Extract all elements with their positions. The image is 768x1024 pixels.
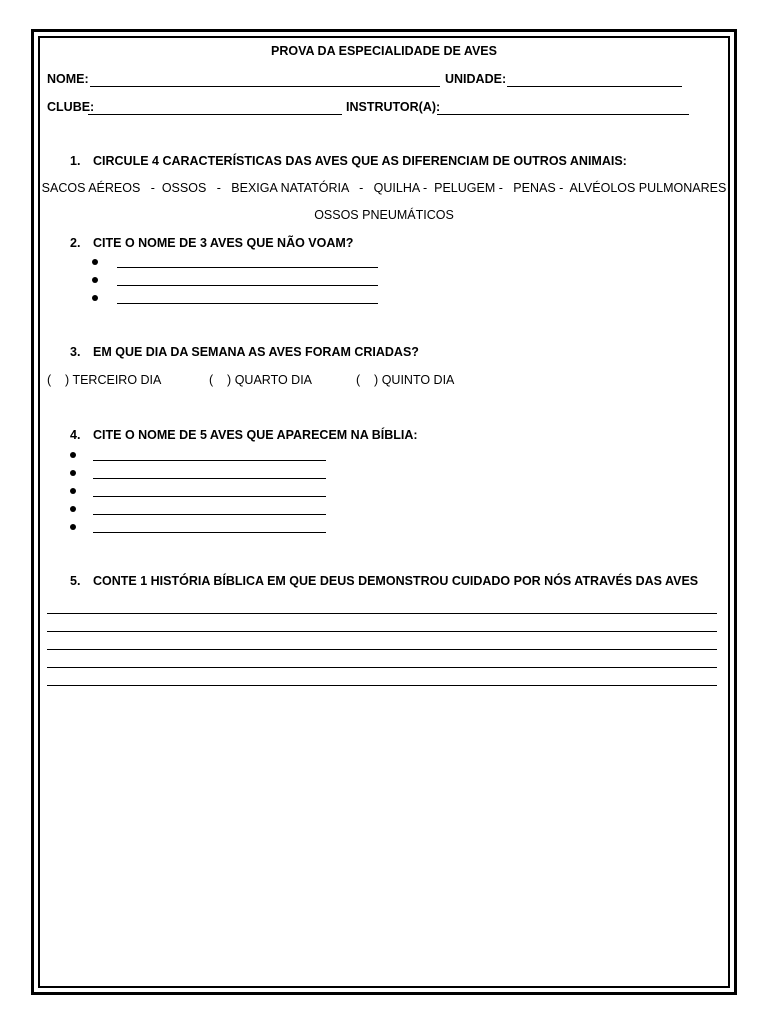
q4-text: CITE O NOME DE 5 AVES QUE APARECEM NA BÍBLIA: xyxy=(93,428,418,442)
q4-answer-line[interactable] xyxy=(93,496,326,497)
bullet-icon xyxy=(70,524,76,530)
unidade-field[interactable] xyxy=(507,86,682,87)
bullet-icon xyxy=(70,470,76,476)
q5-answer-line[interactable] xyxy=(47,649,717,650)
q1-options-line2[interactable]: OSSOS PNEUMÁTICOS xyxy=(314,208,454,222)
q4-answer-line[interactable] xyxy=(93,460,326,461)
bullet-icon xyxy=(70,452,76,458)
q2-answer-line[interactable] xyxy=(117,285,378,286)
q5-answer-line[interactable] xyxy=(47,685,717,686)
q3-text: EM QUE DIA DA SEMANA AS AVES FORAM CRIADAS? xyxy=(93,345,419,359)
q4-answer-line[interactable] xyxy=(93,514,326,515)
nome-field[interactable] xyxy=(90,86,440,87)
q3-option-terceiro[interactable]: ( ) TERCEIRO DIA xyxy=(47,373,162,387)
bullet-icon xyxy=(92,277,98,283)
instrutor-label: INSTRUTOR(A): xyxy=(346,100,441,114)
q3-number: 3. xyxy=(70,345,81,359)
bullet-icon xyxy=(70,488,76,494)
q4-answer-line[interactable] xyxy=(93,478,326,479)
q2-answer-line[interactable] xyxy=(117,303,378,304)
q1-text: CIRCULE 4 CARACTERÍSTICAS DAS AVES QUE AS DIFERENCIAM DE OUTROS ANIMAIS: xyxy=(93,154,627,168)
q5-answer-line[interactable] xyxy=(47,631,717,632)
nome-label: NOME: xyxy=(47,72,89,86)
q3-option-quinto[interactable]: ( ) QUINTO DIA xyxy=(356,373,455,387)
bullet-icon xyxy=(70,506,76,512)
q5-answer-line[interactable] xyxy=(47,667,717,668)
q1-options-line1[interactable]: SACOS AÉREOS - OSSOS - BEXIGA NATATÓRIA - QUILHA - PELUGEM - PENAS - ALVÉOLOS PULMONARES xyxy=(41,181,727,195)
bullet-icon xyxy=(92,295,98,301)
page-title: PROVA DA ESPECIALIDADE DE AVES xyxy=(271,44,497,58)
q4-answer-line[interactable] xyxy=(93,532,326,533)
instrutor-field[interactable] xyxy=(437,114,689,115)
page-border-inner xyxy=(38,36,730,988)
unidade-label: UNIDADE: xyxy=(445,72,507,86)
q5-number: 5. xyxy=(70,574,81,588)
clube-label: CLUBE: xyxy=(47,100,95,114)
bullet-icon xyxy=(92,259,98,265)
q1-number: 1. xyxy=(70,154,81,168)
q2-answer-line[interactable] xyxy=(117,267,378,268)
q5-text: CONTE 1 HISTÓRIA BÍBLICA EM QUE DEUS DEMONSTROU CUIDADO POR NÓS ATRAVÉS DAS AVES xyxy=(93,574,699,588)
q2-number: 2. xyxy=(70,236,81,250)
q4-number: 4. xyxy=(70,428,81,442)
q3-option-quarto[interactable]: ( ) QUARTO DIA xyxy=(209,373,313,387)
q5-answer-line[interactable] xyxy=(47,613,717,614)
q2-text: CITE O NOME DE 3 AVES QUE NÃO VOAM? xyxy=(93,236,354,250)
clube-field[interactable] xyxy=(88,114,342,115)
